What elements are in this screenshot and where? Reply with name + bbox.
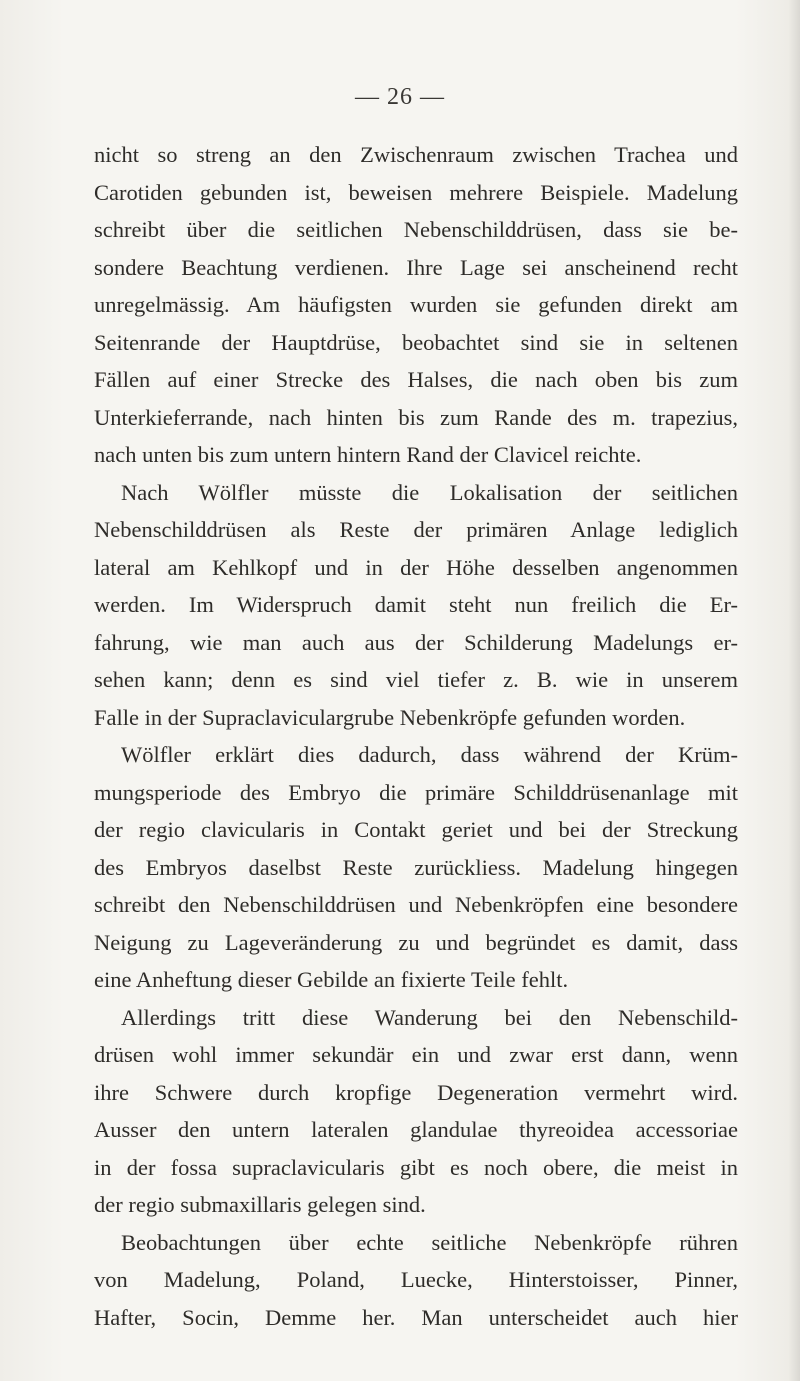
text-line: ihre Schwere durch kropfige Degeneration vermehrt wird. bbox=[94, 1079, 738, 1105]
text-line: Carotiden gebunden ist, beweisen mehrere Beispiele. Madelung bbox=[94, 179, 738, 205]
text-line: lateral am Kehlkopf und in der Höhe desselben angenommen bbox=[94, 554, 738, 580]
text-line: drüsen wohl immer sekundär ein und zwar erst dann, wenn bbox=[94, 1042, 738, 1067]
text-line: Ausser den untern lateralen glandulae thyreoidea accessoriae bbox=[94, 1117, 738, 1142]
text-line: Unterkieferrande, nach hinten bis zum Rande des m. trapezius, bbox=[94, 404, 738, 430]
page-number: — 26 — bbox=[355, 84, 445, 110]
text-line: sehen kann; denn es sind viel tiefer z. B. wie in unserem bbox=[94, 667, 738, 692]
text-line: Seitenrande der Hauptdrüse, beobachtet sind sie in seltenen bbox=[94, 329, 738, 355]
text-line: des Embryos daselbst Reste zurückliess. Madelung hingegen bbox=[94, 854, 738, 880]
body-text bbox=[94, 136, 738, 1336]
text-line: fahrung, wie man auch aus der Schilderung Madelungs er- bbox=[94, 629, 738, 655]
text-line: unregelmässig. Am häufigsten wurden sie gefunden direkt am bbox=[94, 292, 738, 317]
paragraph-end-line: Falle in der Supraclaviculargrube Nebenkröpfe gefunden worden. bbox=[94, 704, 686, 730]
text-line: sondere Beachtung verdienen. Ihre Lage sei anscheinend recht bbox=[94, 254, 738, 280]
text-line: mungsperiode des Embryo die primäre Schilddrüsenanlage mit bbox=[94, 779, 738, 805]
paragraph-start-line: Allerdings tritt diese Wanderung bei den Nebenschild- bbox=[121, 1004, 738, 1030]
paragraph-start-line: Nach Wölfler müsste die Lokalisation der seitlichen bbox=[121, 479, 738, 505]
text-line: werden. Im Widerspruch damit steht nun freilich die Er- bbox=[94, 592, 738, 617]
text-line: nicht so streng an den Zwischenraum zwischen Trachea und bbox=[94, 142, 738, 167]
paragraph-end-line: eine Anheftung dieser Gebilde an fixierte Teile fehlt. bbox=[94, 967, 569, 992]
text-line: Neigung zu Lageveränderung zu und begründet es damit, dass bbox=[94, 929, 738, 955]
page-edge-shadow bbox=[788, 0, 800, 1381]
text-line: der regio clavicularis in Contakt geriet und bei der Streckung bbox=[94, 817, 738, 842]
text-line: in der fossa supraclavicularis gibt es noch obere, die meist in bbox=[94, 1154, 738, 1180]
paragraph-start-line: Beobachtungen über echte seitliche Nebenkröpfe rühren bbox=[121, 1229, 738, 1255]
paragraph-start-line: Wölfler erklärt dies dadurch, dass während der Krüm- bbox=[121, 742, 738, 767]
text-line: Nebenschilddrüsen als Reste der primären Anlage lediglich bbox=[94, 517, 738, 542]
text-line: schreibt über die seitlichen Nebenschilddrüsen, dass sie be- bbox=[94, 217, 738, 242]
paragraph-end-line: der regio submaxillaris gelegen sind. bbox=[94, 1192, 426, 1217]
text-line: schreibt den Nebenschilddrüsen und Nebenkröpfen eine besondere bbox=[94, 892, 738, 917]
text-line: von Madelung, Poland, Luecke, Hinterstoisser, Pinner, bbox=[94, 1267, 738, 1292]
text-line: Hafter, Socin, Demme her. Man unterscheidet auch hier bbox=[94, 1304, 738, 1330]
paragraph-end-line: nach unten bis zum untern hintern Rand der Clavicel reichte. bbox=[94, 442, 642, 467]
text-line: Fällen auf einer Strecke des Halses, die nach oben bis zum bbox=[94, 367, 738, 392]
